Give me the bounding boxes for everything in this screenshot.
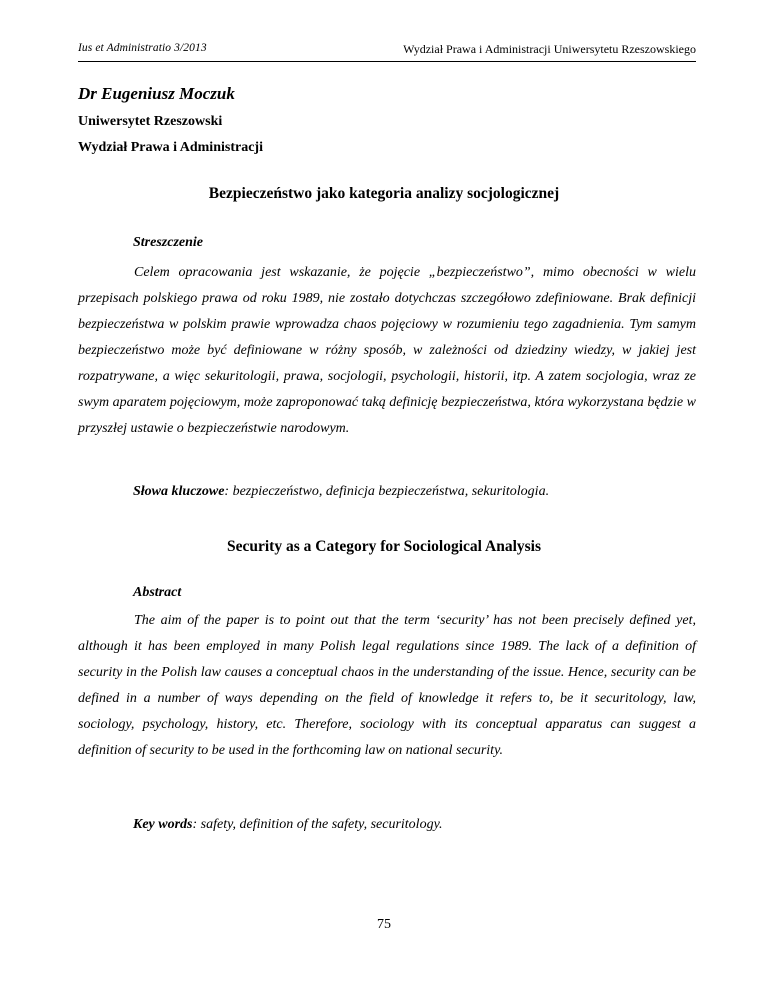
title-polish: Bezpieczeństwo jako kategoria analizy socjologicznej xyxy=(208,185,560,202)
journal-issue: Ius et Administratio 3/2013 xyxy=(78,42,207,54)
keywords-polish xyxy=(133,484,549,500)
keywords-label-english: Key words xyxy=(133,817,193,832)
abstract-heading-english: Abstract xyxy=(133,585,182,600)
abstract-text-polish: Celem opracowania jest wskazanie, że pojęcie „bezpieczeństwo”, mimo obecności w wielu przepisach polskiego prawa od roku 1989, nie zostało dotychczas szczegółowo zdefiniowane. Brak definicji bezpieczeństwa w polskim prawie wprowadza chaos pojęciowy w rozumieniu tego zagadnienia. Tym samym bezpieczeństwo może być definiowane w różny sposób, w zależności od dziedziny wiedzy, w jakiej jest rozpatrywane, a więc sekuritologii, prawa, socjologii, psychologii, historii, itp. A zatem socjologia, wraz ze swym aparatem pojęciowym, może zaproponować taką definicję bezpieczeństwa, która wykorzystana będzie w przyszłej ustawie o bezpieczeństwie narodowym. xyxy=(78,265,696,436)
running-head xyxy=(78,40,696,60)
abstract-text-english: The aim of the paper is to point out that the term ‘security’ has not been precisely defined yet, although it has been employed in many Polish legal regulations since 1989. The lack of a definition of security in the Polish law causes a conceptual chaos in the understanding of the issue. Hence, security can be defined in a number of ways depending on the field of knowledge it refers to, be it securitology, law, sociology, psychology, history, etc. Therefore, sociology with its conceptual apparatus can suggest a definition of security to be used in the forthcoming law on national security. xyxy=(78,613,696,758)
abstract-heading-polish: Streszczenie xyxy=(133,235,203,250)
page-number: 75 xyxy=(377,917,391,932)
author-faculty: Wydział Prawa i Administracji xyxy=(78,140,263,155)
header-rule xyxy=(78,61,696,62)
keywords-label-polish: Słowa kluczowe xyxy=(133,484,225,499)
author-name: Dr Eugeniusz Moczuk xyxy=(78,84,235,103)
title-english: Security as a Category for Sociological Analysis xyxy=(227,538,541,555)
keywords-english xyxy=(133,817,443,833)
keywords-list-polish: : bezpieczeństwo, definicja bezpieczeństwa, sekuritologia. xyxy=(224,484,550,499)
author-university: Uniwersytet Rzeszowski xyxy=(78,114,223,129)
keywords-list-english: : safety, definition of the safety, securitology. xyxy=(192,817,443,832)
faculty-header: Wydział Prawa i Administracji Uniwersytetu Rzeszowskiego xyxy=(403,42,696,56)
